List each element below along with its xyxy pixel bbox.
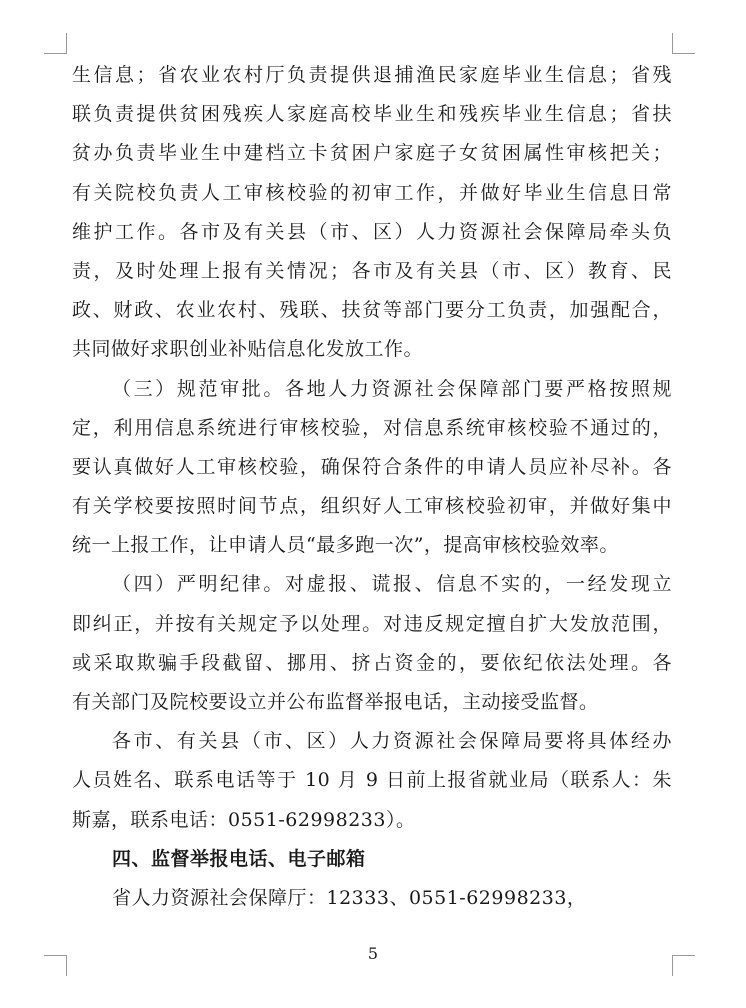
- text-line: 有关学校要按照时间节点，组织好人工审核校验初审，并做好集中: [72, 495, 672, 518]
- text-line: 责，及时处理上报有关情况；各市及有关县（市、区）教育、民: [72, 259, 672, 282]
- text-line: 有关院校负责人工审核校验的初审工作，并做好毕业生信息日常: [72, 181, 672, 204]
- text-line: 统一上报工作，让申请人员“最多跑一次”，提高审核校验效率。: [72, 534, 619, 557]
- text-line: 各市、有关县（市、区）人力资源社会保障局要将具体经办: [112, 730, 672, 753]
- text-line: 人员姓名、联系电话等于 10 月 9 日前上报省就业局（联系人：朱: [72, 769, 672, 792]
- text-line: 要认真做好人工审核校验，确保符合条件的申请人员应补尽补。各: [72, 455, 672, 478]
- text-line: 或采取欺骗手段截留、挪用、挤占资金的，要依纪依法处理。各: [72, 651, 672, 674]
- text-line: 维护工作。各市及有关县（市、区）人力资源社会保障局牵头负: [72, 220, 672, 243]
- text-line: 省人力资源社会保障厅：12333、0551-62998233，: [112, 886, 587, 909]
- text-line: 斯嘉，联系电话：0551-62998233）。: [72, 808, 416, 831]
- text-line: （四）严明纪律。对虚报、谎报、信息不实的，一经发现立: [112, 573, 672, 596]
- text-line: 生信息；省农业农村厅负责提供退捕渔民家庭毕业生信息；省残: [72, 64, 672, 86]
- text-line: 定，利用信息系统进行审核校验，对信息系统审核校验不通过的，: [72, 416, 672, 439]
- text-line: 贫办负责毕业生中建档立卡贫困户家庭子女贫困属性审核把关；: [72, 142, 672, 165]
- document-body: [72, 56, 672, 918]
- section-heading: 四、监督举报电话、电子邮箱: [112, 847, 366, 870]
- page-number: 5: [367, 944, 379, 963]
- text-line: 即纠正，并按有关规定予以处理。对违反规定擅自扩大发放范围，: [72, 612, 672, 635]
- text-line: 有关部门及院校要设立并公布监督举报电话，主动接受监督。: [72, 691, 599, 713]
- text-line: 政、财政、农业农村、残联、扶贫等部门要分工负责，加强配合，: [72, 299, 672, 322]
- text-line: 联负责提供贫困残疾人家庭高校毕业生和残疾毕业生信息；省扶: [72, 103, 672, 126]
- crop-mark-top-right: [672, 33, 695, 54]
- crop-mark-top-left: [44, 33, 67, 54]
- text-line: （三）规范审批。各地人力资源社会保障部门要严格按照规: [112, 377, 672, 400]
- text-line: 共同做好求职创业补贴信息化发放工作。: [72, 338, 424, 361]
